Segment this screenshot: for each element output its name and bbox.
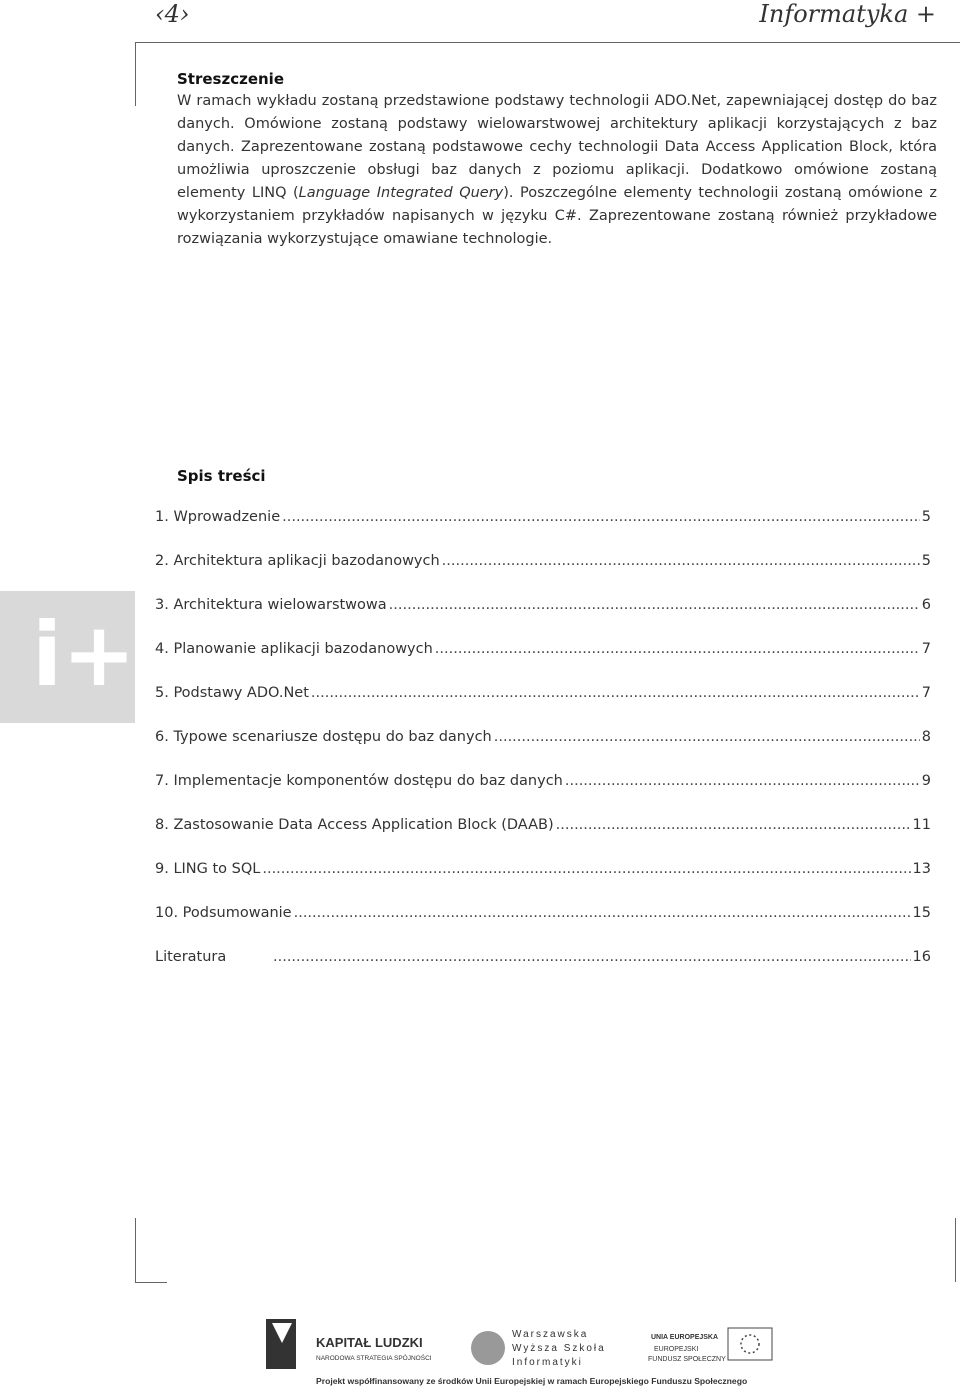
toc-item-label: 8. Zastosowanie Data Access Application Block (DAAB)	[155, 817, 554, 833]
table-of-contents	[155, 509, 931, 993]
toc-item-label: 5. Podstawy ADO.Net	[155, 685, 309, 701]
toc-item-page: 11	[912, 817, 931, 833]
toc-item-5[interactable]	[155, 685, 931, 729]
abstract-text-italic: Language Integrated Query	[298, 185, 504, 201]
toc-item-2[interactable]	[155, 553, 931, 597]
toc-item-label: 3. Architektura wielowarstwowa	[155, 597, 387, 613]
toc-item-page: 13	[912, 861, 931, 877]
toc-item-label: 10. Podsumowanie	[155, 905, 292, 921]
toc-item-page: 8	[921, 729, 931, 745]
toc-leader-dots	[262, 861, 910, 877]
corner-mark-bottom-left-horizontal	[135, 1282, 167, 1283]
wwsi-logo	[471, 1329, 606, 1368]
toc-item-6[interactable]	[155, 729, 931, 773]
toc-leader-dots	[435, 641, 920, 657]
footer-logos	[258, 1315, 778, 1387]
toc-item-label: 2. Architektura aplikacji bazodanowych	[155, 553, 440, 569]
toc-item-label: 1. Wprowadzenie	[155, 509, 281, 525]
toc-leader-dots	[389, 597, 920, 613]
page-number: ‹4›	[155, 0, 190, 28]
toc-leader-dots	[565, 773, 920, 789]
toc-item-7[interactable]	[155, 773, 931, 817]
logo3-line2: EUROPEJSKI	[654, 1346, 699, 1353]
toc-item-1[interactable]	[155, 509, 931, 553]
eu-flag-icon	[728, 1328, 772, 1360]
logo2-line3: Informatyki	[512, 1357, 583, 1368]
kapital-ludzki-logo	[266, 1319, 432, 1369]
abstract-text-part1: W ramach wykładu zostaną przedstawione podstawy technologii ADO.Net, zapewniającej dostęp do baz danych. Omówione zostaną podstawy wielowarstwowej architektury aplikacji korzystających z baz danych. Zaprezentowane zostaną podstawowe cechy technologii Data Access Application Block, która umożliwia uproszczenie obsługi baz danych z poziomu aplikacji. Dodatkowo omówione zostaną elementy LINQ (	[177, 93, 937, 201]
toc-leader-dots	[273, 949, 911, 965]
corner-mark-top	[135, 42, 136, 106]
toc-item-page: 7	[921, 685, 931, 701]
toc-item-label: 9. LING to SQL	[155, 861, 261, 877]
abstract-text-part2: ). Poszczególne elementy technologii zostaną omówione z wykorzystaniem przykładów napisanych w języku C#. Zaprezentowane zostaną również przykładowe rozwiązania wykorzystujące omawiane technologie.	[177, 185, 937, 247]
corner-mark-top-horizontal	[135, 42, 960, 43]
toc-item-page: 6	[921, 597, 931, 613]
side-brand-box	[0, 591, 135, 723]
toc-item-4[interactable]	[155, 641, 931, 685]
toc-item-page: 5	[921, 553, 931, 569]
eu-logo	[648, 1328, 772, 1363]
toc-item-9[interactable]	[155, 861, 931, 905]
toc-item-page: 7	[921, 641, 931, 657]
logo1-line1: KAPITAŁ LUDZKI	[316, 1335, 423, 1350]
toc-leader-dots	[556, 817, 911, 833]
logo2-line2: Wyższa Szkoła	[512, 1343, 606, 1354]
toc-title: Spis treści	[177, 467, 266, 485]
toc-item-page: 15	[912, 905, 931, 921]
toc-item-literature[interactable]	[155, 949, 931, 993]
logo3-line3: FUNDUSZ SPOŁECZNY	[648, 1356, 726, 1363]
side-brand-mark: i+	[32, 603, 136, 706]
abstract-text	[177, 90, 937, 251]
corner-mark-bottom-right	[955, 1218, 956, 1282]
toc-item-label: 7. Implementacje komponentów dostępu do baz danych	[155, 773, 563, 789]
toc-item-10[interactable]	[155, 905, 931, 949]
logo1-line2: NARODOWA STRATEGIA SPÓJNOŚCI	[316, 1355, 432, 1362]
toc-leader-dots	[442, 553, 920, 569]
toc-leader-dots	[282, 509, 920, 525]
toc-item-label: Literatura	[155, 949, 227, 965]
toc-item-page: 9	[921, 773, 931, 789]
toc-leader-dots	[311, 685, 920, 701]
toc-item-page: 5	[921, 509, 931, 525]
toc-leader-dots	[294, 905, 911, 921]
toc-item-8[interactable]	[155, 817, 931, 861]
abstract-section	[177, 70, 937, 251]
wwsi-globe-icon	[471, 1331, 505, 1365]
corner-mark-bottom-left	[135, 1218, 136, 1282]
journal-title: Informatyka +	[759, 0, 936, 28]
toc-item-label: 6. Typowe scenariusze dostępu do baz danych	[155, 729, 492, 745]
toc-item-page: 16	[912, 949, 931, 965]
toc-leader-dots	[494, 729, 920, 745]
toc-item-3[interactable]	[155, 597, 931, 641]
abstract-title: Streszczenie	[177, 70, 284, 88]
logo3-line1: UNIA EUROPEJSKA	[651, 1334, 719, 1341]
funding-note: Projekt współfinansowany ze środków Unii Europejskiej w ramach Europejskiego Funduszu Społecznego	[316, 1376, 748, 1386]
toc-item-label: 4. Planowanie aplikacji bazodanowych	[155, 641, 433, 657]
logo2-line1: Warszawska	[512, 1329, 589, 1340]
